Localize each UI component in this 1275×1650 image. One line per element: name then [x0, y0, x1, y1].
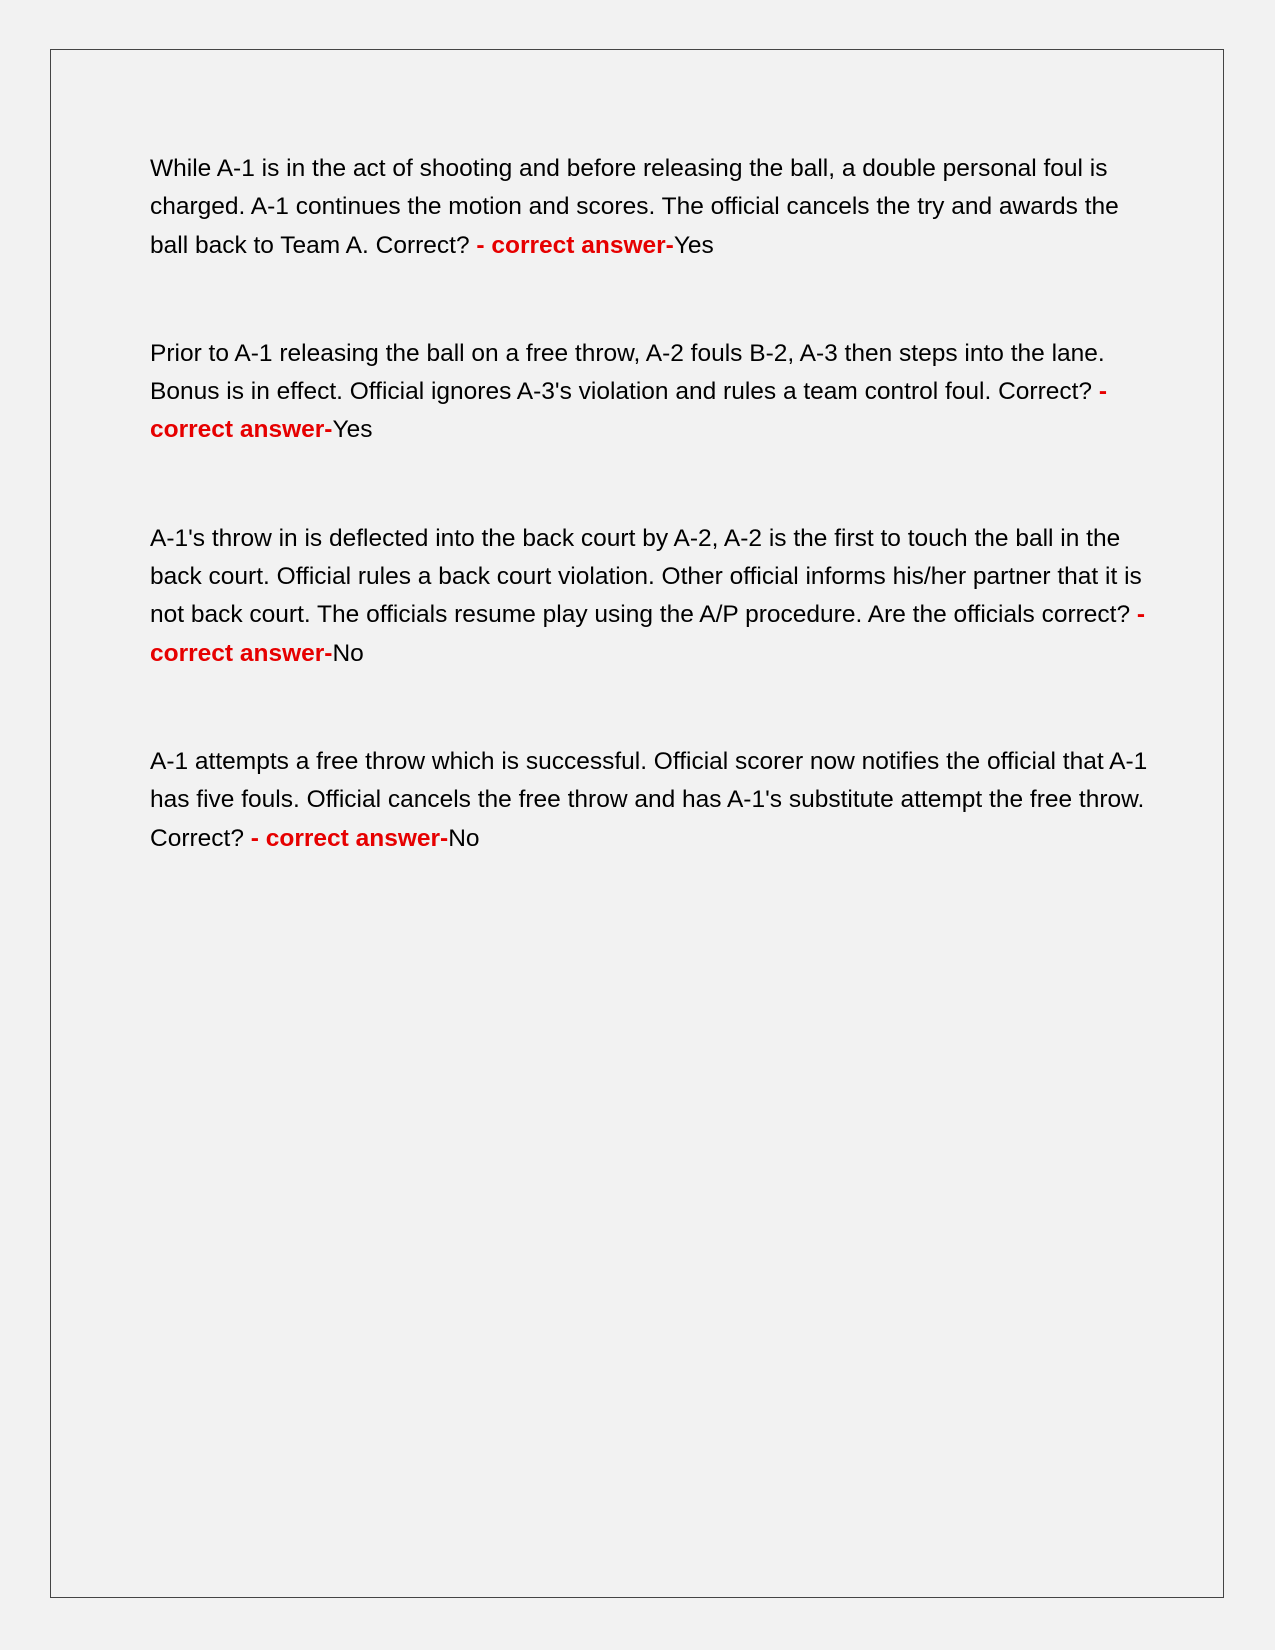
question-text: A-1 attempts a free throw which is successful. Official scorer now notifies the official that A-1 has five fouls. Official cancels the free throw and has A-1's substitute attempt the free throw. Correct?	[150, 747, 1148, 852]
document-body	[150, 150, 1150, 928]
answer-text: Yes	[673, 231, 714, 259]
qa-item-1	[150, 150, 1150, 265]
question-text: A-1's throw in is deflected into the back court by A-2, A-2 is the first to touch the ball in the back court. Official rules a back court violation. Other official informs his/her partner that it is not back court. The officials resume play using the A/P procedure. Are the officials correct?	[150, 524, 1142, 629]
question-text: While A-1 is in the act of shooting and before releasing the ball, a double personal foul is charged. A-1 continues the motion and scores. The official cancels the try and awards the ball back to Team A. Correct?	[150, 155, 1119, 259]
qa-item-2	[150, 335, 1150, 450]
qa-item-4	[150, 743, 1150, 858]
qa-item-3	[150, 520, 1150, 673]
answer-label: - correct answer-	[150, 601, 1146, 667]
answer-text: Yes	[332, 416, 373, 444]
answer-text: No	[332, 639, 364, 667]
question-text: Prior to A-1 releasing the ball on a free throw, A-2 fouls B-2, A-3 then steps into the lane. Bonus is in effect. Official ignores A-3's violation and rules a team control foul. Correct?	[150, 339, 1105, 406]
answer-text: No	[448, 824, 480, 852]
answer-label: - correct answer-	[250, 824, 449, 852]
answer-label: - correct answer-	[150, 378, 1108, 444]
answer-label: - correct answer-	[476, 231, 674, 259]
